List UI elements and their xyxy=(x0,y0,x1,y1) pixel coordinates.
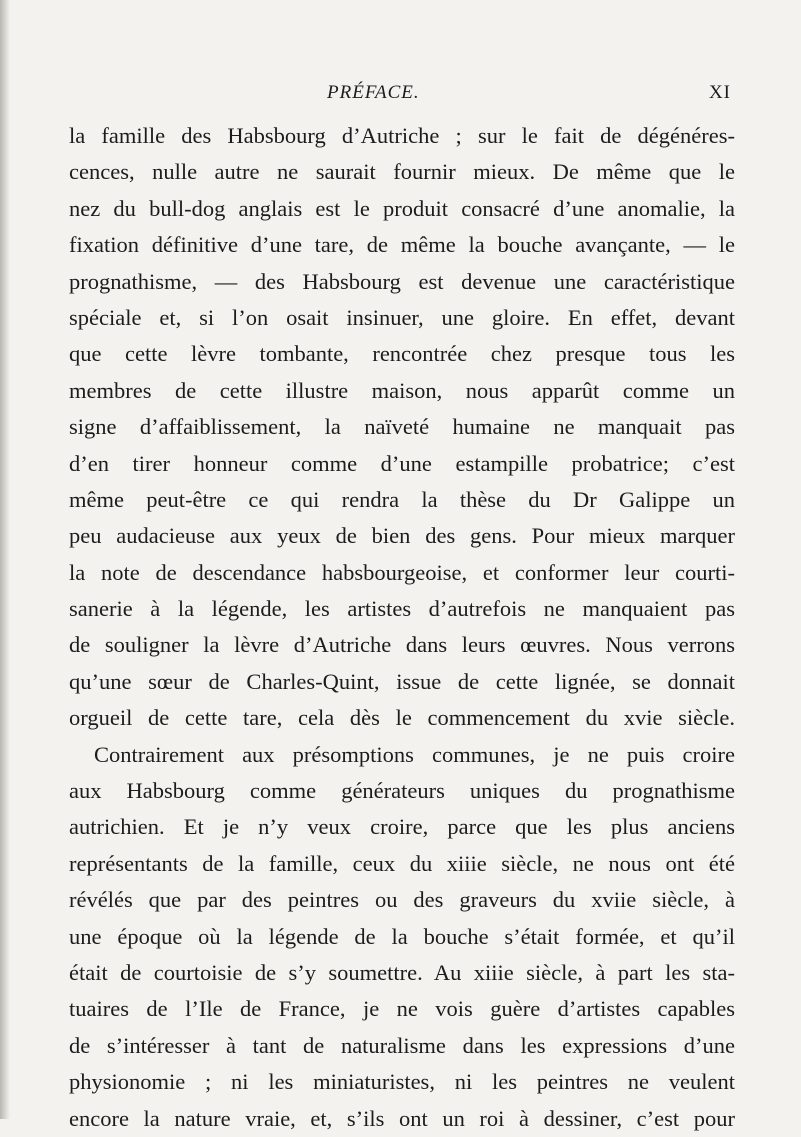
page-gutter-shadow xyxy=(0,0,10,1119)
text-line: sanerie à la légende, les artistes d’autrefois ne manquaient pas xyxy=(69,596,735,622)
text-line: était de courtoisie de s’y soumettre. Au xiiie siècle, à part les sta- xyxy=(69,959,735,985)
text-line: de souligner la lèvre d’Autriche dans leurs œuvres. Nous verrons xyxy=(69,632,735,658)
text-line: la note de descendance habsbourgeoise, et conformer leur courti- xyxy=(69,559,735,585)
text-line: représentants de la famille, ceux du xiiie siècle, ne nous ont été xyxy=(69,850,735,876)
text-line: révélés que par des peintres ou des graveurs du xviie siècle, à xyxy=(69,887,735,913)
running-title: PRÉFACE. xyxy=(327,82,420,103)
text-line: qu’une sœur de Charles-Quint, issue de cette lignée, se donnait xyxy=(69,668,735,694)
text-line: autrichien. Et je n’y veux croire, parce que les plus anciens xyxy=(69,814,735,840)
text-line: d’en tirer honneur comme d’une estampille probatrice; c’est xyxy=(69,450,735,476)
text-line: une époque où la légende de la bouche s’était formée, et qu’il xyxy=(69,923,735,949)
text-line: même peut-être ce qui rendra la thèse du Dr Galippe un xyxy=(69,486,735,512)
text-line: prognathisme, — des Habsbourg est devenue une caractéristique xyxy=(69,268,735,294)
text-line: cences, nulle autre ne saurait fournir mieux. De même que le xyxy=(69,159,735,185)
paragraph-start-line: Contrairement aux présomptions communes, je ne puis croire xyxy=(94,741,735,767)
text-line: fixation définitive d’une tare, de même la bouche avançante, — le xyxy=(69,232,735,258)
text-line: spéciale et, si l’on osait insinuer, une gloire. En effet, devant xyxy=(69,304,735,330)
text-line: membres de cette illustre maison, nous apparût comme un xyxy=(69,377,735,403)
text-line: aux Habsbourg comme générateurs uniques du prognathisme xyxy=(69,778,735,804)
text-line: peu audacieuse aux yeux de bien des gens. Pour mieux marquer xyxy=(69,523,735,549)
text-line: physionomie ; ni les miniaturistes, ni les peintres ne veulent xyxy=(69,1069,735,1095)
text-line: nez du bull-dog anglais est le produit consacré d’une anomalie, la xyxy=(69,195,735,221)
body-text xyxy=(69,118,735,1137)
page-number: XI xyxy=(708,82,731,103)
text-line: signe d’affaiblissement, la naïveté humaine ne manquait pas xyxy=(69,414,735,440)
text-line: la famille des Habsbourg d’Autriche ; sur le fait de dégénéres- xyxy=(69,123,735,148)
text-line: encore la nature vraie, et, s’ils ont un roi à dessiner, c’est pour xyxy=(69,1105,735,1131)
text-line: de s’intéresser à tant de naturalisme dans les expressions d’une xyxy=(69,1032,735,1058)
text-line: orgueil de cette tare, cela dès le commencement du xvie siècle. xyxy=(69,705,735,731)
text-line: que cette lèvre tombante, rencontrée chez presque tous les xyxy=(69,341,735,367)
running-header xyxy=(69,82,735,108)
text-line: tuaires de l’Ile de France, je ne vois guère d’artistes capables xyxy=(69,996,735,1022)
